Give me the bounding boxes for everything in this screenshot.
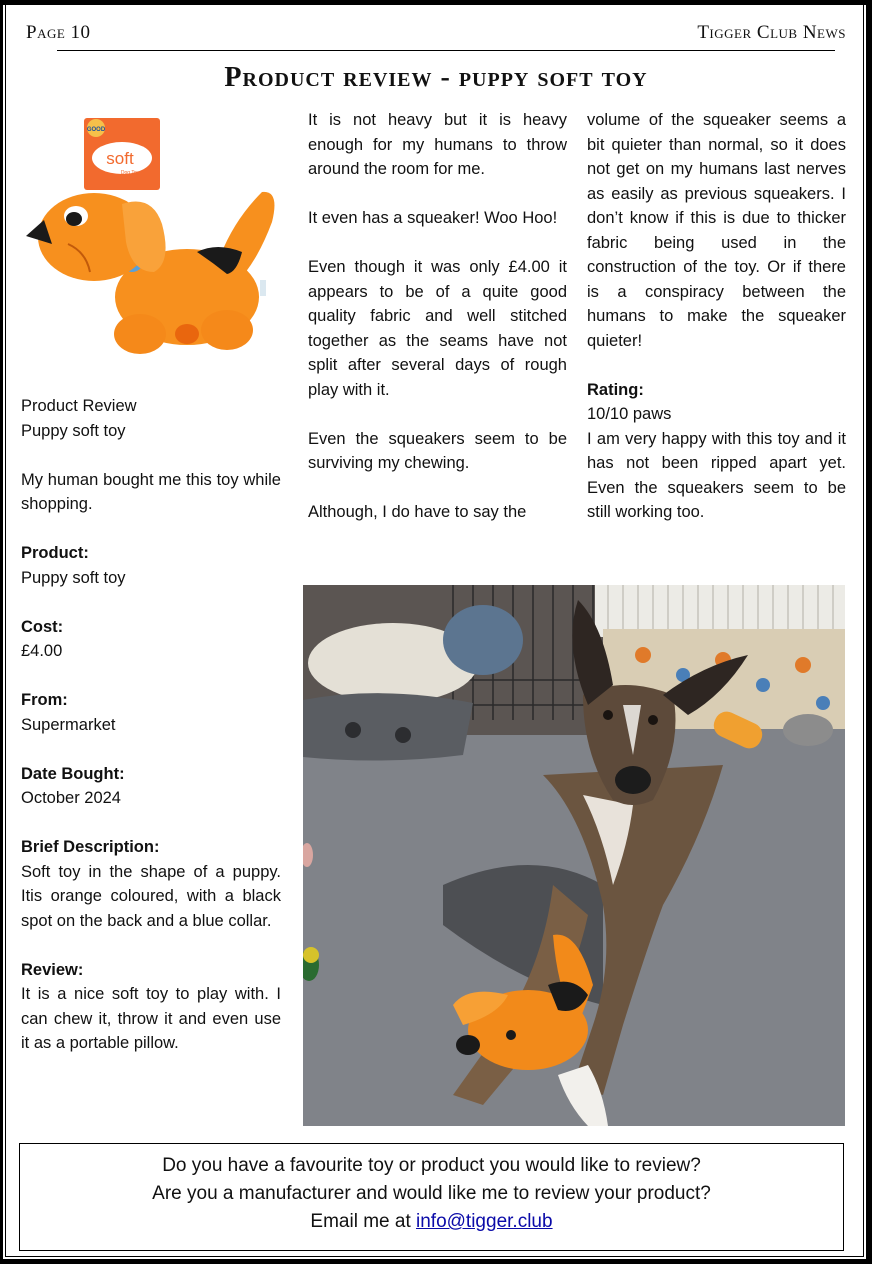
publication-name: Tigger Club News [697, 22, 846, 43]
right-column [587, 108, 846, 525]
middle-paragraph-5: Although, I do have to say the [308, 503, 527, 521]
cta-box [19, 1143, 844, 1251]
running-header [26, 22, 846, 44]
right-paragraph-1: volume of the squeaker seems a bit quieter than normal, so it does not get on my humans last nerves as easily as previous squeakers. I don’t know if this is due to thicker fabric being used in the construction of the toy. Or if there is a conspiracy between the humans to make the squeaker quieter! [587, 111, 846, 350]
rating-value: 10/10 paws [587, 405, 672, 423]
review-label: Review: [21, 960, 84, 979]
page-border-inner-bottom [5, 1256, 863, 1257]
cost-value: £4.00 [21, 642, 63, 660]
article-title: Product review - puppy soft toy [224, 62, 648, 93]
intro-line-1: Product Review [21, 397, 137, 415]
left-column [21, 394, 281, 1056]
product-image [22, 112, 278, 360]
cta-email-prefix: Email me at [310, 1211, 417, 1232]
middle-paragraph-4: Even the squeakers seem to be surviving my chewing. [308, 429, 567, 472]
cta-line-2: Are you a manufacturer and would like me to review your product? [152, 1183, 711, 1204]
product-label: Product: [21, 544, 89, 562]
rating-label: Rating: [587, 380, 644, 399]
puppy-toy-illustration [22, 112, 278, 360]
product-value: Puppy soft toy [21, 568, 126, 587]
cta-line-1: Do you have a favourite toy or product you would like to review? [162, 1155, 701, 1176]
page-number: Page 10 [26, 22, 91, 43]
cta-line-3 [20, 1208, 843, 1236]
middle-paragraph-1: It is not heavy but it is heavy enough for my humans to throw around the room for me. [308, 111, 567, 178]
middle-column [308, 108, 567, 525]
header-divider [57, 50, 835, 51]
svg-text:soft: soft [106, 149, 134, 168]
page-border-inner-left [5, 5, 6, 1257]
email-link[interactable]: info@tigger.club [416, 1211, 553, 1232]
svg-text:GOOD: GOOD [86, 127, 106, 133]
dog-photo [303, 585, 845, 1126]
closing-paragraph: I am very happy with this toy and it has not been ripped apart yet. Even the squeakers seem to be still working too. [587, 429, 846, 521]
cost-label: Cost: [21, 617, 64, 636]
middle-paragraph-2: It even has a squeaker! Woo Hoo! [308, 209, 558, 227]
dog-with-toy-illustration [303, 585, 845, 1126]
date-bought-value: October 2024 [21, 789, 121, 807]
svg-text:Dog Toy: Dog Toy [120, 170, 140, 176]
review-value: It is a nice soft toy to play with. I can chew it, throw it and even use it as a portable pillow. [21, 985, 281, 1052]
description-label: Brief Description: [21, 838, 160, 856]
from-label: From: [21, 691, 68, 709]
description-value: Soft toy in the shape of a puppy. Itis orange coloured, with a black spot on the back and a blue collar. [21, 862, 281, 930]
page-border-inner-right [863, 5, 864, 1257]
intro-paragraph: My human bought me this toy while shopping. [21, 470, 281, 513]
middle-paragraph-3: Even though it was only £4.00 it appears to be of a quite good quality fabric and well stitched together as the seams have not split after several days of rough play with it. [308, 258, 567, 399]
from-value: Supermarket [21, 715, 116, 734]
date-bought-label: Date Bought: [21, 764, 125, 783]
intro-line-2: Puppy soft toy [21, 421, 126, 440]
